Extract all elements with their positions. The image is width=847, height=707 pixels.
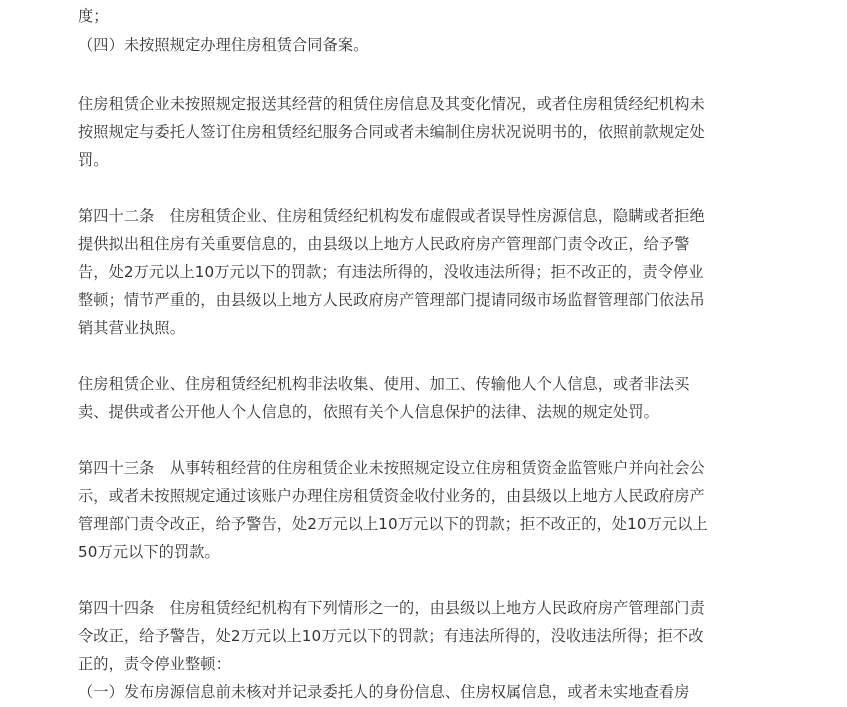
text-line: 住房租赁企业未按照规定报送其经营的租赁住房信息及其变化情况，或者住房租赁经纪机构未 <box>78 95 705 113</box>
text-line: （一）发布房源信息前未核对并记录委托人的身份信息、住房权属信息，或者未实地查看房 <box>78 683 690 701</box>
text-line: 令改正，给予警告，处2万元以上10万元以下的罚款；有违法所得的，没收违法所得；拒不改 <box>78 627 704 645</box>
text-line: 告，处2万元以上10万元以下的罚款；有违法所得的，没收违法所得；拒不改正的，责令停业 <box>78 263 704 281</box>
text-line: 第四十三条 从事转租经营的住房租赁企业未按照规定设立住房租赁资金监管账户并向社会公 <box>78 459 705 477</box>
text-line: 按照规定与委托人签订住房租赁经纪服务合同或者未编制住房状况说明书的，依照前款规定处 <box>78 123 705 141</box>
text-line: 示，或者未按照规定通过该账户办理住房租赁资金收付业务的，由县级以上地方人民政府房产 <box>78 487 705 505</box>
text-line: 整顿；情节严重的，由县级以上地方人民政府房产管理部门提请同级市场监督管理部门依法吊 <box>78 291 705 309</box>
text-line: （四）未按照规定办理住房租赁合同备案。 <box>78 36 369 54</box>
text-line: 卖、提供或者公开他人个人信息的，依照有关个人信息保护的法律、法规的规定处罚。 <box>78 403 659 421</box>
text-line: 罚。 <box>78 151 109 169</box>
text-line: 第四十二条 住房租赁企业、住房租赁经纪机构发布虚假或者误导性房源信息，隐瞒或者拒绝 <box>78 207 705 225</box>
text-line: 正的，责令停业整顿： <box>78 655 231 673</box>
text-line: 提供拟出租住房有关重要信息的，由县级以上地方人民政府房产管理部门责令改正，给予警 <box>78 235 690 253</box>
text-line: 第四十四条 住房租赁经纪机构有下列情形之一的，由县级以上地方人民政府房产管理部门责 <box>78 599 705 617</box>
text-line: 50万元以下的罚款。 <box>78 543 220 561</box>
text-line: 度； <box>78 7 109 25</box>
text-line: 销其营业执照。 <box>78 319 186 337</box>
text-line: 住房租赁企业、住房租赁经纪机构非法收集、使用、加工、传输他人个人信息，或者非法买 <box>78 375 690 393</box>
text-line: 管理部门责令改正，给予警告，处2万元以上10万元以下的罚款；拒不改正的，处10万元以上 <box>78 515 708 533</box>
